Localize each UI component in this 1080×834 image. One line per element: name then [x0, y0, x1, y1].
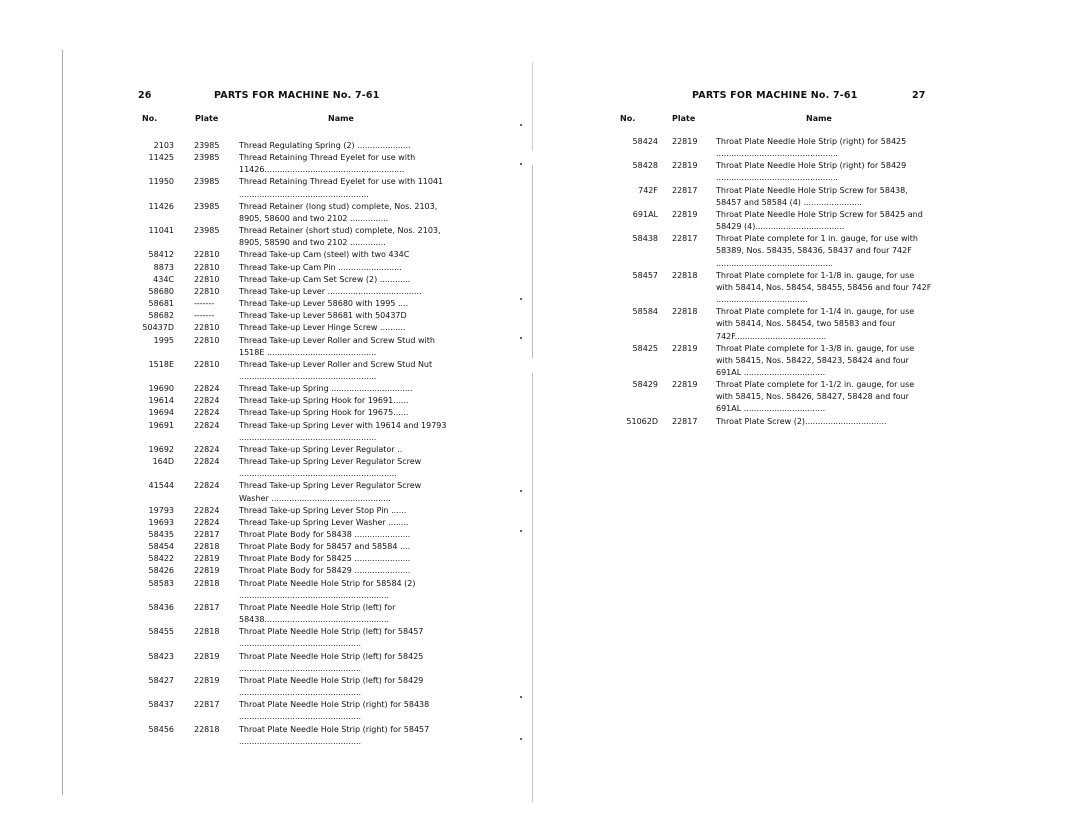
part-name: Throat Plate Needle Hole Strip (left) for 58457 ................................................ — [239, 627, 424, 649]
table-row — [138, 578, 456, 602]
table-row — [614, 343, 932, 379]
part-name: Thread Take-up Lever 58680 with 1995 .... — [239, 299, 409, 309]
plate-number: 22810 — [194, 262, 220, 272]
table-row — [138, 201, 456, 225]
scan-speck — [520, 337, 522, 339]
col-header-no: No. — [142, 114, 158, 123]
table-row — [138, 322, 456, 334]
scan-speck — [520, 490, 522, 492]
table-row — [138, 249, 456, 261]
page-header — [138, 90, 456, 104]
part-number: 19692 — [148, 444, 174, 454]
plate-number: 22818 — [194, 578, 220, 588]
table-row — [138, 456, 456, 480]
plate-number: 22810 — [194, 359, 220, 369]
col-header-no: No. — [620, 114, 636, 123]
part-name: Thread Take-up Lever 58681 with 50437D — [239, 311, 407, 321]
column-headers — [138, 114, 456, 126]
table-row — [138, 286, 456, 298]
part-number: 58454 — [148, 542, 174, 552]
part-number: 8873 — [153, 262, 174, 272]
plate-number: ------- — [194, 311, 215, 321]
scan-speck — [520, 738, 522, 740]
part-number: 2103 — [153, 141, 174, 150]
table-row — [138, 565, 456, 577]
table-row — [614, 136, 932, 160]
right-page — [614, 0, 932, 834]
part-name: Throat Plate complete for 1-1/2 in. gauge, for use with 58415, Nos. 58426, 58427, 58428 and four 691AL ................................ — [716, 380, 915, 414]
part-name: Throat Plate complete for 1-3/8 in. gauge, for use with 58415, Nos. 58422, 58423, 58424 and four 691AL ................................ — [716, 343, 915, 377]
part-name: Thread Take-up Lever Roller and Screw Stud Nut ...................................................... — [239, 359, 433, 381]
part-number: 164D — [152, 457, 174, 467]
part-number: 58427 — [148, 675, 174, 685]
plate-number: ------- — [194, 299, 215, 309]
part-number: 11950 — [148, 177, 174, 187]
part-number: 58422 — [148, 554, 174, 564]
scan-speck — [520, 696, 522, 698]
part-number: 58682 — [148, 311, 174, 321]
part-name: Throat Plate Needle Hole Strip (left) for 58425 ................................................ — [239, 651, 424, 673]
table-row — [614, 160, 932, 184]
part-name: Throat Plate Body for 58438 ...................... — [239, 530, 411, 539]
part-number: 58412 — [148, 250, 174, 260]
plate-number: 22810 — [194, 286, 220, 296]
table-row — [614, 306, 932, 342]
table-row — [614, 209, 932, 233]
table-row — [138, 675, 456, 699]
plate-number: 22817 — [194, 602, 220, 612]
plate-number: 22818 — [672, 307, 698, 317]
part-name: Thread Take-up Spring Hook for 19675...... — [239, 408, 409, 418]
table-row — [138, 140, 456, 152]
part-name: Throat Plate Body for 58429 ...................... — [239, 566, 411, 576]
plate-number: 22819 — [672, 343, 698, 353]
table-row — [138, 420, 456, 444]
part-name: Thread Take-up Spring Lever Stop Pin ...... — [239, 505, 407, 515]
plate-number: 23985 — [194, 177, 220, 187]
part-number: 19614 — [148, 396, 174, 406]
table-row — [138, 699, 456, 723]
table-row — [138, 359, 456, 383]
table-row — [614, 270, 932, 306]
plate-number: 22824 — [194, 457, 220, 467]
table-row — [138, 651, 456, 675]
table-row — [138, 383, 456, 395]
page-number: 26 — [138, 90, 152, 101]
plate-number: 22824 — [194, 420, 220, 430]
column-headers — [614, 114, 932, 126]
table-row — [614, 416, 932, 428]
part-name: Throat Plate complete for 1-1/8 in. gauge, for use with 58414, Nos. 58454, 58455, 58456 and four 742F .................................... — [716, 270, 932, 305]
part-number: 58456 — [148, 724, 174, 734]
left-page — [138, 0, 456, 834]
scan-speck — [520, 298, 522, 300]
plate-number: 23985 — [194, 201, 220, 211]
part-name: Thread Take-up Lever ..................................... — [239, 286, 422, 296]
part-number: 19693 — [148, 517, 174, 527]
table-row — [138, 541, 456, 553]
plate-number: 22819 — [194, 566, 220, 576]
part-name: Thread Take-up Spring Lever Regulator Screw Washer ............................................... — [239, 481, 422, 503]
part-number: 58423 — [148, 651, 174, 661]
part-number: 58455 — [148, 627, 174, 637]
part-number: 19793 — [148, 505, 174, 515]
part-number: 691AL — [632, 209, 658, 219]
part-name: Throat Plate Needle Hole Strip (right) for 58457 ................................................ — [239, 724, 430, 746]
plate-number: 22818 — [194, 724, 220, 734]
table-row — [138, 225, 456, 249]
part-name: Thread Retaining Thread Eyelet for use with 11041 ................................................... — [239, 177, 444, 199]
scan-speck — [520, 124, 522, 126]
col-header-plate: Plate — [195, 114, 219, 123]
plate-number: 22818 — [672, 270, 698, 280]
table-row — [614, 185, 932, 209]
part-number: 58436 — [148, 602, 174, 612]
part-number: 19694 — [148, 408, 174, 418]
plate-number: 22810 — [194, 335, 220, 345]
part-name: Thread Retainer (long stud) complete, Nos. 2103, 8905, 58600 and two 2102 ............... — [239, 201, 438, 223]
plate-number: 22818 — [194, 627, 220, 637]
plate-number: 23985 — [194, 141, 220, 150]
part-number: 11426 — [148, 201, 174, 211]
plate-number: 22818 — [194, 542, 220, 552]
table-row — [138, 262, 456, 274]
part-name: Thread Take-up Cam (steel) with two 434C — [239, 250, 410, 260]
plate-number: 22817 — [194, 530, 220, 539]
plate-number: 22817 — [672, 234, 698, 244]
table-row — [138, 444, 456, 456]
part-number: 1518E — [148, 359, 174, 369]
plate-number: 22824 — [194, 444, 220, 454]
table-row — [614, 379, 932, 415]
part-number: 58583 — [148, 578, 174, 588]
part-number: 58424 — [632, 137, 658, 146]
part-number: 51062D — [626, 416, 658, 426]
part-number: 58428 — [632, 161, 658, 171]
part-name: Thread Take-up Cam Pin ......................... — [239, 262, 402, 272]
part-name: Throat Plate Screw (2)................................ — [716, 416, 887, 426]
parts-list — [138, 140, 456, 748]
part-name: Thread Take-up Spring ................................ — [239, 384, 413, 394]
table-row — [138, 274, 456, 286]
part-number: 58457 — [632, 270, 658, 280]
plate-number: 22819 — [672, 161, 698, 171]
col-header-name: Name — [806, 114, 832, 123]
part-number: 742F — [638, 185, 658, 195]
plate-number: 22824 — [194, 505, 220, 515]
plate-number: 22824 — [194, 517, 220, 527]
table-row — [138, 335, 456, 359]
table-row — [138, 517, 456, 529]
part-name: Thread Regulating Spring (2) ..................... — [239, 141, 411, 150]
table-row — [138, 529, 456, 541]
table-row — [138, 553, 456, 565]
part-name: Throat Plate Body for 58457 and 58584 .... — [239, 542, 411, 552]
part-name: Thread Take-up Cam Set Screw (2) ............ — [239, 274, 411, 284]
part-number: 11425 — [148, 153, 174, 163]
plate-number: 22819 — [194, 554, 220, 564]
part-name: Throat Plate Needle Hole Strip (right) for 58438 ................................................ — [239, 700, 430, 722]
plate-number: 22819 — [672, 137, 698, 146]
plate-number: 22819 — [672, 380, 698, 390]
table-row — [138, 310, 456, 322]
part-number: 58437 — [148, 700, 174, 710]
part-number: 58584 — [632, 307, 658, 317]
part-number: 58435 — [148, 530, 174, 539]
part-name: Throat Plate Needle Hole Strip (left) for 58438................................................. — [239, 602, 396, 625]
part-name: Thread Take-up Spring Lever Washer ........ — [239, 517, 409, 527]
table-row — [138, 298, 456, 310]
part-name: Throat Plate complete for 1-1/4 in. gauge, for use with 58414, Nos. 58454, two 58583 and four 742F.................................... — [716, 307, 915, 341]
part-number: 58426 — [148, 566, 174, 576]
part-number: 19691 — [148, 420, 174, 430]
part-name: Throat Plate Needle Hole Strip (left) for 58429 ................................................ — [239, 675, 424, 698]
plate-number: 23985 — [194, 153, 220, 163]
plate-number: 22819 — [672, 209, 698, 219]
part-name: Thread Take-up Spring Hook for 19691...... — [239, 396, 409, 406]
part-number: 19690 — [148, 384, 174, 394]
part-number: 58429 — [632, 380, 658, 390]
part-name: Thread Take-up Spring Lever Regulator .. — [239, 444, 403, 454]
part-number: 50437D — [142, 323, 174, 333]
page-title: PARTS FOR MACHINE No. 7-61 — [692, 90, 858, 101]
plate-number: 22810 — [194, 250, 220, 260]
table-row — [614, 233, 932, 269]
part-name: Thread Take-up Lever Roller and Screw Stud with 1518E ........................................... — [239, 335, 435, 357]
part-name: Throat Plate Needle Hole Strip Screw for 58438, 58457 and 58584 (4) ....................... — [716, 185, 908, 207]
page-number: 27 — [912, 90, 926, 101]
plate-number: 22824 — [194, 408, 220, 418]
part-name: Thread Retaining Thread Eyelet for use with 11426....................................................... — [239, 153, 416, 175]
plate-number: 22810 — [194, 323, 220, 333]
plate-number: 22819 — [194, 675, 220, 685]
page-header — [614, 90, 932, 104]
parts-list — [614, 136, 932, 428]
plate-number: 22810 — [194, 274, 220, 284]
part-name: Thread Take-up Lever Hinge Screw .......... — [239, 323, 406, 333]
plate-number: 22817 — [672, 185, 698, 195]
plate-number: 22817 — [194, 700, 220, 710]
part-number: 58425 — [632, 343, 658, 353]
col-header-name: Name — [328, 114, 354, 123]
part-name: Throat Plate Needle Hole Strip (right) for 58425 ................................................ — [716, 137, 907, 159]
part-name: Throat Plate Needle Hole Strip for 58584 (2) ........................................................... — [239, 578, 416, 600]
plate-number: 22819 — [194, 651, 220, 661]
part-number: 58680 — [148, 286, 174, 296]
page-title: PARTS FOR MACHINE No. 7-61 — [214, 90, 380, 101]
part-name: Throat Plate complete for 1 in. gauge, for use with 58389, Nos. 58435, 58436, 58437 and four 742F .............................................. — [716, 234, 918, 268]
left-margin-line — [62, 50, 63, 795]
plate-number: 22824 — [194, 481, 220, 491]
part-name: Throat Plate Needle Hole Strip (right) for 58429 ................................................ — [716, 161, 907, 183]
plate-number: 22824 — [194, 384, 220, 394]
part-name: Throat Plate Needle Hole Strip Screw for 58425 and 58429 (4)................................... — [716, 209, 923, 232]
part-name: Thread Retainer (short stud) complete, Nos. 2103, 8905, 58590 and two 2102 .............. — [239, 226, 441, 248]
col-header-plate: Plate — [672, 114, 696, 123]
part-number: 41544 — [148, 481, 174, 491]
part-name: Thread Take-up Spring Lever with 19614 and 19793 ...................................................... — [239, 420, 447, 442]
plate-number: 22817 — [672, 416, 698, 426]
part-number: 11041 — [148, 226, 174, 236]
table-row — [138, 724, 456, 748]
table-row — [138, 407, 456, 419]
part-name: Throat Plate Body for 58425 ...................... — [239, 554, 411, 564]
table-row — [138, 480, 456, 504]
table-row — [138, 152, 456, 176]
scan-speck — [520, 163, 522, 165]
table-row — [138, 626, 456, 650]
table-row — [138, 395, 456, 407]
plate-number: 22824 — [194, 396, 220, 406]
part-name: Thread Take-up Spring Lever Regulator Screw .............................................................. — [239, 457, 422, 479]
part-number: 1995 — [153, 335, 174, 345]
part-number: 58438 — [632, 234, 658, 244]
scan-speck — [520, 530, 522, 532]
part-number: 434C — [153, 274, 174, 284]
table-row — [138, 505, 456, 517]
part-number: 58681 — [148, 299, 174, 309]
table-row — [138, 602, 456, 626]
page-fold — [532, 62, 533, 802]
table-row — [138, 176, 456, 200]
plate-number: 23985 — [194, 226, 220, 236]
